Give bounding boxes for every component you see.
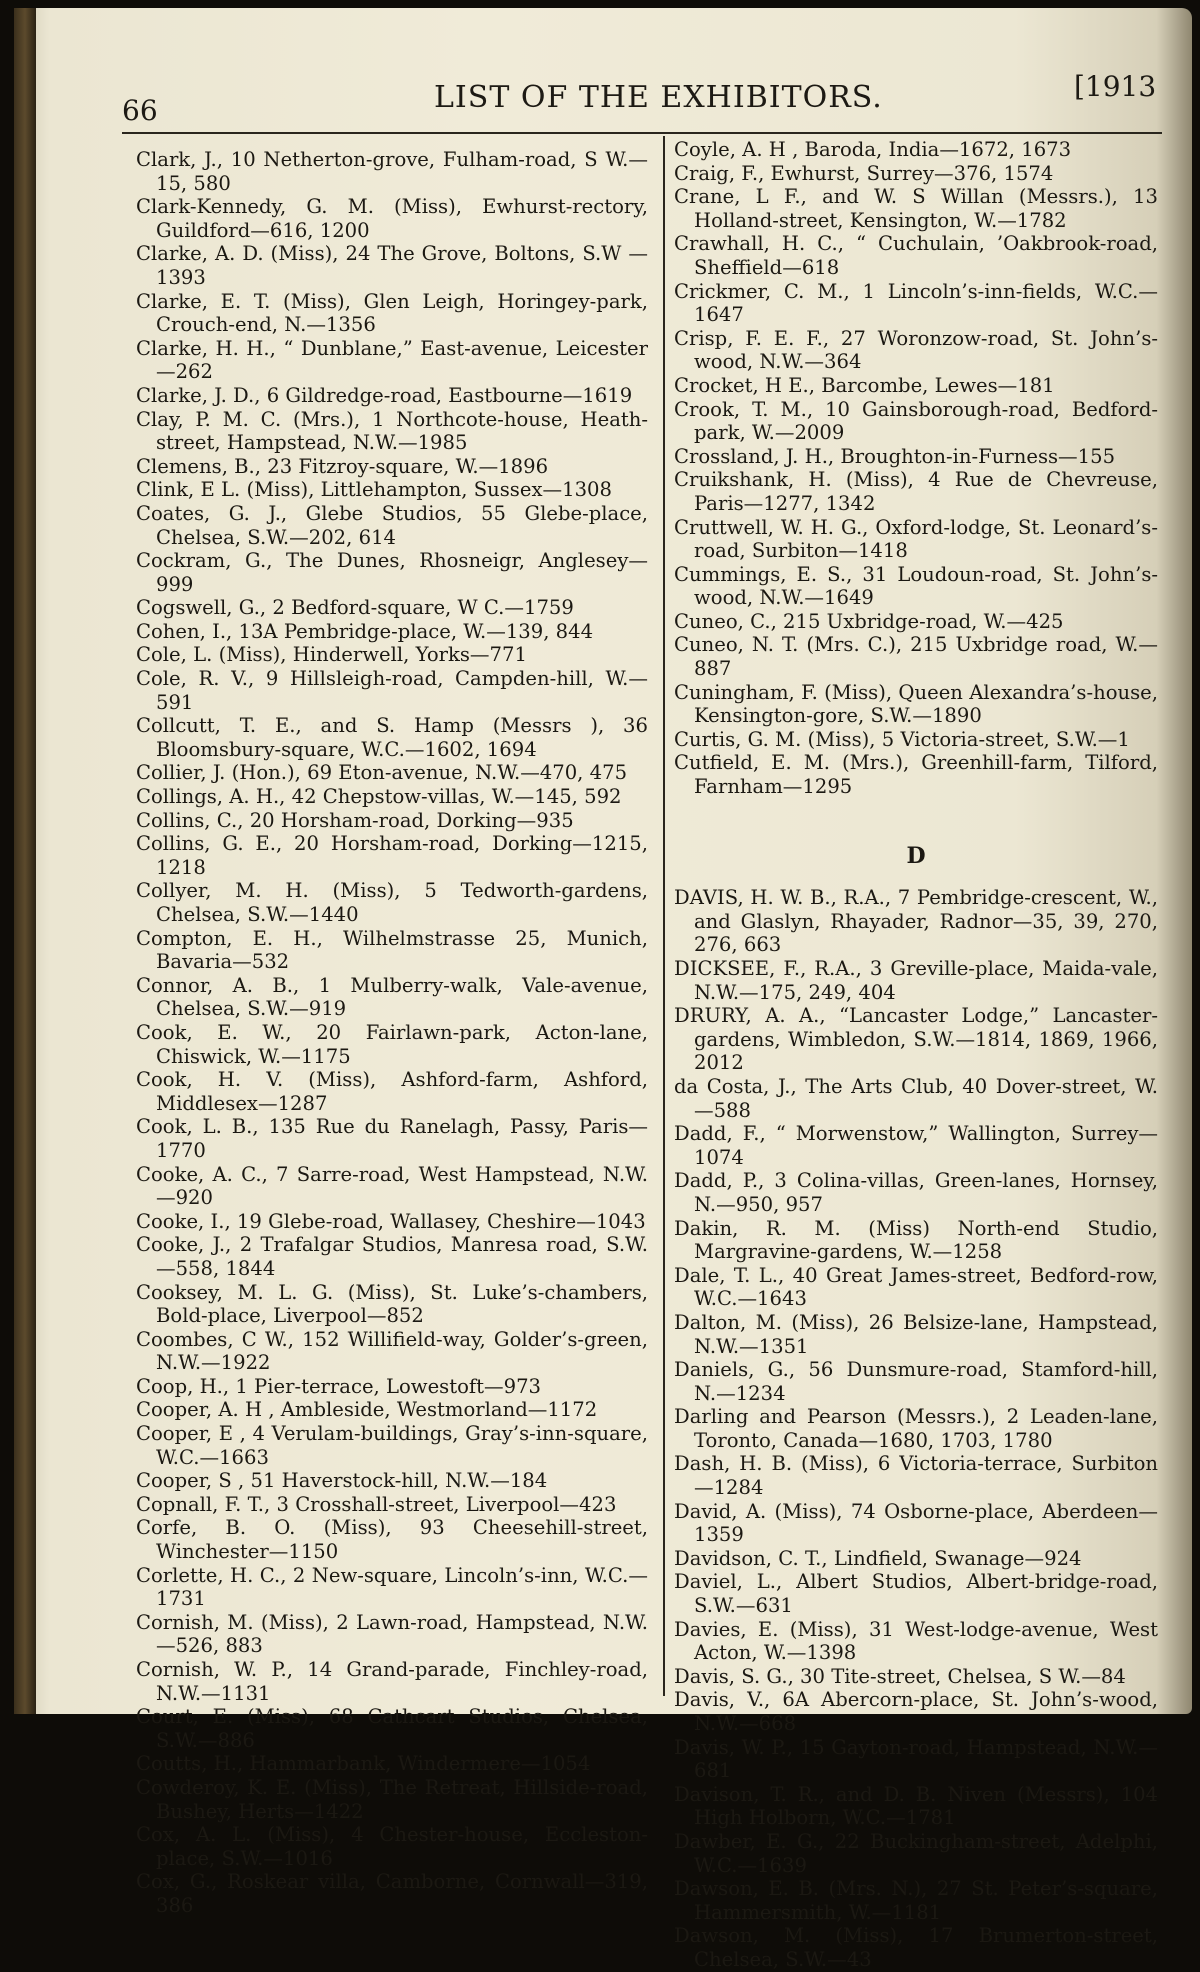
exhibitor-entry: Cockram, G., The Dunes, Rhosneigr, Anglesey—999 [136,549,648,596]
exhibitor-entry: David, A. (Miss), 74 Osborne-place, Aberdeen—1359 [674,1499,1158,1547]
section-heading-d: D [906,842,926,869]
exhibitor-entry: Collins, G. E., 20 Horsham-road, Dorking—1215, 1218 [136,832,648,879]
exhibitor-entry: Coates, G. J., Glebe Studios, 55 Glebe-place, Chelsea, S.W.—202, 614 [136,501,648,549]
header-rule [122,132,1162,134]
exhibitor-entry: Davis, V., 6A Abercorn-place, St. John’s-wood, N.W.—668 [674,1688,1158,1735]
exhibitor-entry: Crane, L F., and W. S Willan (Messrs.), 13 Holland-street, Kensington, W.—1782 [674,185,1158,232]
exhibitor-entry: Clarke, A. D. (Miss), 24 The Grove, Boltons, S.W —1393 [136,242,648,289]
exhibitor-entry: Dash, H. B. (Miss), 6 Victoria-terrace, Surbiton—1284 [674,1452,1158,1500]
exhibitor-entry: Cornish, W. P., 14 Grand-parade, Finchley-road, N.W.—1131 [136,1658,648,1705]
column-divider [663,136,665,1696]
right-d-entries [674,886,1158,1971]
exhibitor-entry: Corlette, H. C., 2 New-square, Lincoln’s-inn, W.C.—1731 [136,1563,648,1611]
exhibitor-entry: Clink, E L. (Miss), Littlehampton, Sussex—1308 [136,478,612,502]
book-spine [14,8,36,1714]
exhibitor-entry: Cooper, S , 51 Haverstock-hill, N.W.—184 [136,1469,548,1493]
exhibitor-entry: Collcutt, T. E., and S. Hamp (Messrs ), 36 Bloomsbury-square, W.C.—1602, 1694 [136,714,648,761]
book-page [14,8,1192,1971]
exhibitor-entry: Coyle, A. H , Baroda, India—1672, 1673 [674,138,1072,161]
exhibitor-entry: Cuningham, F. (Miss), Queen Alexandra’s-house, Kensington-gore, S.W.—1890 [674,680,1158,728]
exhibitor-entry: Cornish, M. (Miss), 2 Lawn-road, Hampstead, N.W.—526, 883 [136,1610,648,1658]
exhibitor-entry: Crickmer, C. M., 1 Lincoln’s-inn-fields, W.C.—1647 [674,279,1158,327]
page-year: [1913 [1074,70,1157,103]
exhibitor-entry: Cook, L. B., 135 Rue du Ranelagh, Passy, Paris—1770 [136,1115,648,1162]
exhibitor-entry: Dalton, M. (Miss), 26 Belsize-lane, Hampstead, N.W.—1351 [674,1310,1158,1358]
exhibitor-entry: Coutts, H., Hammarbank, Windermere—1054 [136,1752,591,1776]
exhibitor-entry: Davidson, C. T., Lindfield, Swanage—924 [674,1546,1082,1570]
exhibitor-entry: Clarke, J. D., 6 Gildredge-road, Eastbourne—1619 [136,383,633,407]
exhibitor-entry: Cummings, E. S., 31 Loudoun-road, St. John’s-wood, N.W.—1649 [674,562,1158,610]
exhibitor-entry: Crocket, H E., Barcombe, Lewes—181 [674,373,1055,397]
exhibitor-entry: Coop, H., 1 Pier-terrace, Lowestoft—973 [136,1374,542,1398]
page-title: LIST OF THE EXHIBITORS. [434,80,883,115]
exhibitor-entry: Compton, E. H., Wilhelmstrasse 25, Munich, Bavaria—532 [136,926,648,974]
exhibitor-entry: Clemens, B., 23 Fitzroy-square, W.—1896 [136,454,549,478]
exhibitor-entry: DICKSEE, F., R.A., 3 Greville-place, Maida-vale, N.W.—175, 249, 404 [674,957,1158,1004]
exhibitor-entry: Daniels, G., 56 Dunsmure-road, Stamford-hill, N.—1234 [674,1358,1158,1405]
exhibitor-entry: Crook, T. M., 10 Gainsborough-road, Bedford-park, W.—2009 [674,397,1158,445]
exhibitor-entry: Dadd, F., “ Morwenstow,” Wallington, Surrey—1074 [674,1122,1158,1169]
exhibitor-entry: Cruttwell, W. H. G., Oxford-lodge, St. Leonard’s-road, Surbiton—1418 [674,515,1158,563]
exhibitor-entry: Craig, F., Ewhurst, Surrey—376, 1574 [674,161,1054,185]
exhibitor-entry: Cogswell, G., 2 Bedford-square, W C.—1759 [136,596,574,620]
exhibitor-entry: Cruikshank, H. (Miss), 4 Rue de Chevreuse, Paris—1277, 1342 [674,468,1158,515]
exhibitor-entry: Crawhall, H. C., “ Cuchulain, ’Oakbrook-road, Sheffield—618 [674,232,1158,279]
right-c-entries [674,138,1158,799]
exhibitor-entry: Clark, J., 10 Netherton-grove, Fulham-road, S W.—15, 580 [136,148,648,195]
exhibitor-entry: da Costa, J., The Arts Club, 40 Dover-street, W.—588 [674,1074,1158,1122]
exhibitor-entry: Cole, R. V., 9 Hillsleigh-road, Campden-hill, W.—591 [136,667,648,714]
exhibitor-entry: Crossland, J. H., Broughton-in-Furness—155 [674,444,1116,468]
exhibitor-entry: Cole, L. (Miss), Hinderwell, Yorks—771 [136,643,527,667]
exhibitor-entry: Copnall, F. T., 3 Crosshall-street, Liverpool—423 [136,1492,617,1516]
exhibitor-entry: Darling and Pearson (Messrs.), 2 Leaden-lane, Toronto, Canada—1680, 1703, 1780 [674,1405,1158,1452]
exhibitor-entry: Cooper, E , 4 Verulam-buildings, Gray’s-inn-square, W.C.—1663 [136,1422,648,1469]
exhibitor-entry: Court, E. (Miss), 68 Cathcart Studios, Chelsea, S.W.—886 [136,1705,648,1752]
exhibitor-entry: DRURY, A. A., “Lancaster Lodge,” Lancaster-gardens, Wimbledon, S.W.—1814, 1869, 1966, 2012 [674,1004,1158,1075]
exhibitor-entry: Daviel, L., Albert Studios, Albert-bridge-road, S.W.—631 [674,1570,1158,1618]
exhibitor-entry: Cooke, A. C., 7 Sarre-road, West Hampstead, N.W.—920 [136,1162,648,1210]
exhibitor-entry: Cuneo, N. T. (Mrs. C.), 215 Uxbridge road, W.—887 [674,633,1158,681]
exhibitor-entry: Crisp, F. E. F., 27 Woronzow-road, St. John’s-wood, N.W.—364 [674,326,1158,374]
exhibitor-entry: Cooke, J., 2 Trafalgar Studios, Manresa road, S.W.—558, 1844 [136,1233,648,1280]
left-column [136,148,648,1918]
exhibitor-entry: Davies, E. (Miss), 31 West-lodge-avenue, West Acton, W.—1398 [674,1617,1158,1665]
exhibitor-entry: Clay, P. M. C. (Mrs.), 1 Northcote-house, Heath-street, Hampstead, N.W.—1985 [136,407,648,455]
exhibitor-entry: Cohen, I., 13A Pembridge-place, W.—139, 844 [136,619,594,643]
exhibitor-entry: Dawson, M. (Miss), 17 Brumerton-street, Chelsea, S.W.—43 [674,1924,1158,1971]
exhibitor-entry: Dadd, P., 3 Colina-villas, Green-lanes, Hornsey, N.—950, 957 [674,1169,1158,1216]
exhibitor-entry: Corfe, B. O. (Miss), 93 Cheesehill-street, Winchester—1150 [136,1516,648,1564]
right-column [674,138,1158,1972]
exhibitor-entry: Collyer, M. H. (Miss), 5 Tedworth-gardens, Chelsea, S.W.—1440 [136,879,648,926]
exhibitor-entry: Cox, G., Roskear villa, Camborne, Cornwall—319, 386 [136,1870,648,1917]
exhibitor-entry: Cuneo, C., 215 Uxbridge-road, W.—425 [674,609,1064,633]
exhibitor-entry: Cooper, A. H , Ambleside, Westmorland—1172 [136,1398,598,1422]
exhibitor-entry: Davison, T. R., and D. B. Niven (Messrs), 104 High Holborn, W.C.—1781 [674,1782,1158,1830]
exhibitor-entry: Dawber, E. G., 22 Buckingham-street, Adelphi, W.C.—1639 [674,1829,1158,1877]
exhibitor-entry: Cook, E. W., 20 Fairlawn-park, Acton-lane, Chiswick, W.—1175 [136,1020,648,1068]
exhibitor-entry: Collins, C., 20 Horsham-road, Dorking—935 [136,808,574,832]
exhibitor-entry: Clarke, E. T. (Miss), Glen Leigh, Horingey-park, Crouch-end, N.—1356 [136,289,648,337]
exhibitor-entry: Cutfield, E. M. (Mrs.), Greenhill-farm, Tilford, Farnham—1295 [674,751,1158,799]
exhibitor-entry: Clarke, H. H., “ Dunblane,” East-avenue, Leicester—262 [136,336,648,384]
exhibitor-entry: Dale, T. L., 40 Great James-street, Bedford-row, W.C.—1643 [674,1263,1158,1311]
exhibitor-entry: Cowderoy, K. E. (Miss), The Retreat, Hillside-road, Bushey, Herts—1422 [136,1775,648,1823]
exhibitor-entry: Davis, W. P., 15 Gayton-road, Hampstead, N.W.—681 [674,1735,1158,1783]
exhibitor-entry: Cook, H. V. (Miss), Ashford-farm, Ashford, Middlesex—1287 [136,1068,648,1115]
exhibitor-entry: Coombes, C W., 152 Willifield-way, Golder’s-green, N.W.—1922 [136,1327,648,1375]
exhibitor-entry: Cooke, I., 19 Glebe-road, Wallasey, Cheshire—1043 [136,1209,646,1233]
exhibitor-entry: DAVIS, H. W. B., R.A., 7 Pembridge-crescent, W., and Glaslyn, Rhayader, Radnor—35, 39, 270, 276, 663 [674,886,1158,957]
exhibitor-entry: Davis, S. G., 30 Tite-street, Chelsea, S W.—84 [674,1664,1126,1688]
exhibitor-entry: Dawson, E. B. (Mrs. N.), 27 St. Peter’s-square, Hammersmith, W.—1181 [674,1877,1158,1924]
exhibitor-entry: Clark-Kennedy, G. M. (Miss), Ewhurst-rectory, Guildford—616, 1200 [136,195,648,242]
exhibitor-entry: Collier, J. (Hon.), 69 Eton-avenue, N.W.—470, 475 [136,761,628,785]
exhibitor-entry: Dakin, R. M. (Miss) North-end Studio, Margravine-gardens, W.—1258 [674,1216,1158,1264]
exhibitor-entry: Curtis, G. M. (Miss), 5 Victoria-street, S.W.—1 [674,727,1130,751]
exhibitor-entry: Collings, A. H., 42 Chepstow-villas, W.—145, 592 [136,785,622,809]
page-number: 66 [122,94,158,127]
exhibitor-entry: Connor, A. B., 1 Mulberry-walk, Vale-avenue, Chelsea, S.W.—919 [136,973,648,1021]
exhibitor-entry: Cooksey, M. L. G. (Miss), St. Luke’s-chambers, Bold-place, Liverpool—852 [136,1280,648,1328]
exhibitor-entry: Cox, A. L. (Miss), 4 Chester-house, Eccleston-place, S.W.—1016 [136,1823,648,1870]
